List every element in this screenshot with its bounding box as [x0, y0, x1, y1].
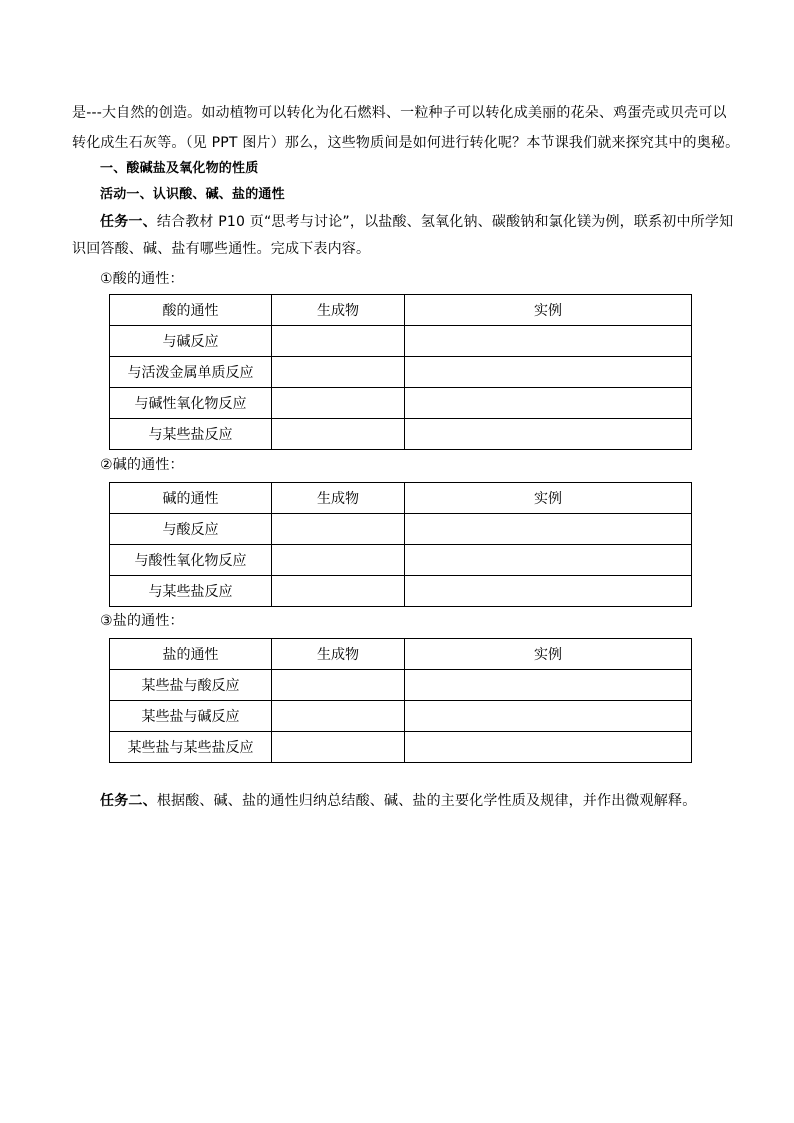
property-cell: 与某些盐反应 [110, 576, 272, 607]
table-row [110, 545, 692, 576]
example-cell[interactable] [405, 670, 692, 701]
property-cell: 某些盐与碱反应 [110, 701, 272, 732]
salt-label: ③盐的通性： [100, 613, 184, 629]
table-row [110, 670, 692, 701]
table-row [110, 326, 692, 357]
table-header-row [110, 483, 692, 514]
task1-line-1 [72, 213, 734, 231]
header-cell: 生成物 [272, 639, 405, 670]
task2-text: 根据酸、碱、盐的通性归纳总结酸、碱、盐的主要化学性质及规律，并作出微观解释。 [156, 793, 697, 809]
product-cell[interactable] [272, 357, 405, 388]
table-row [110, 357, 692, 388]
task1-label: 任务一、 [100, 214, 157, 230]
example-cell[interactable] [405, 419, 692, 450]
task2-line [100, 792, 755, 810]
table-header-row [110, 639, 692, 670]
product-cell[interactable] [272, 732, 405, 763]
product-cell[interactable] [272, 670, 405, 701]
table-row [110, 514, 692, 545]
section-heading: 一、酸碱盐及氧化物的性质 [100, 161, 259, 176]
intro-line-2: 转化成生石灰等。（见 PPT 图片）那么，这些物质间是如何进行转化呢？本节课我们就来探究其中的奥秘。 [72, 135, 740, 151]
acid-table [109, 294, 692, 450]
product-cell[interactable] [272, 419, 405, 450]
base-table [109, 482, 692, 607]
example-cell[interactable] [405, 576, 692, 607]
acid-label: ①酸的通性： [100, 271, 184, 287]
header-cell: 盐的通性 [110, 639, 272, 670]
property-cell: 与某些盐反应 [110, 419, 272, 450]
header-cell: 实例 [405, 639, 692, 670]
base-label: ②碱的通性： [100, 457, 184, 473]
table-header-row [110, 295, 692, 326]
header-cell: 酸的通性 [110, 295, 272, 326]
example-cell[interactable] [405, 326, 692, 357]
property-cell: 与活泼金属单质反应 [110, 357, 272, 388]
example-cell[interactable] [405, 388, 692, 419]
activity-heading: 活动一、认识酸、碱、盐的通性 [100, 187, 285, 202]
product-cell[interactable] [272, 576, 405, 607]
product-cell[interactable] [272, 701, 405, 732]
header-cell: 实例 [405, 483, 692, 514]
task1-text: 结合教材 P10 页“思考与讨论”，以盐酸、氢氧化钠、碳酸钠和氯化镁为例，联系初中所学知 [156, 214, 734, 230]
product-cell[interactable] [272, 514, 405, 545]
product-cell[interactable] [272, 545, 405, 576]
intro-line-1: 是---大自然的创造。如动植物可以转化为化石燃料、一粒种子可以转化成美丽的花朵、鸡蛋壳或贝壳可以 [72, 105, 727, 121]
header-cell: 实例 [405, 295, 692, 326]
header-cell: 生成物 [272, 295, 405, 326]
property-cell: 与酸性氧化物反应 [110, 545, 272, 576]
table-row [110, 576, 692, 607]
salt-table [109, 638, 692, 763]
property-cell: 某些盐与酸反应 [110, 670, 272, 701]
product-cell[interactable] [272, 326, 405, 357]
property-cell: 与碱性氧化物反应 [110, 388, 272, 419]
table-row [110, 419, 692, 450]
product-cell[interactable] [272, 388, 405, 419]
table-row [110, 732, 692, 763]
task1-line-2: 识回答酸、碱、盐有哪些通性。完成下表内容。 [72, 241, 371, 257]
header-cell: 碱的通性 [110, 483, 272, 514]
example-cell[interactable] [405, 545, 692, 576]
example-cell[interactable] [405, 732, 692, 763]
header-cell: 生成物 [272, 483, 405, 514]
property-cell: 与酸反应 [110, 514, 272, 545]
property-cell: 某些盐与某些盐反应 [110, 732, 272, 763]
table-row [110, 701, 692, 732]
property-cell: 与碱反应 [110, 326, 272, 357]
table-row [110, 388, 692, 419]
task2-label: 任务二、 [100, 793, 157, 809]
example-cell[interactable] [405, 701, 692, 732]
example-cell[interactable] [405, 357, 692, 388]
example-cell[interactable] [405, 514, 692, 545]
